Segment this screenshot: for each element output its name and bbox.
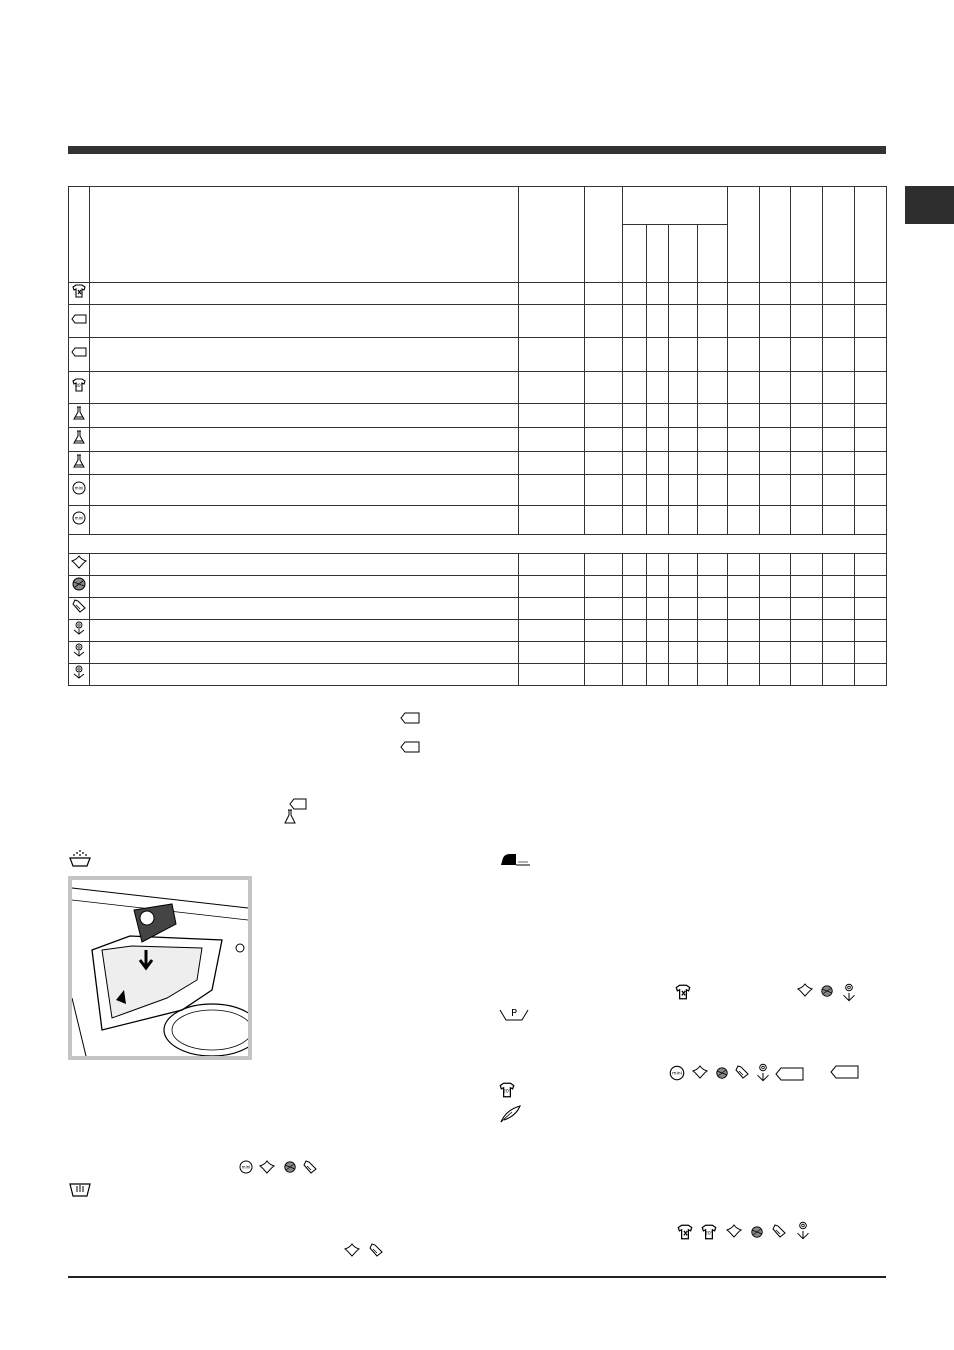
yarn-ball-icon: [715, 1066, 729, 1080]
table-row: [69, 452, 887, 475]
shirt-star-icon: [71, 283, 87, 299]
svg-text:20°: 20°: [705, 1231, 713, 1237]
table-row: [69, 664, 887, 686]
table-row: [69, 305, 887, 338]
table-row: [69, 338, 887, 372]
flask-tag-icon: [282, 797, 308, 825]
shirt-icon: [71, 377, 87, 393]
flask-icon: [71, 405, 87, 421]
spiral-icon: [71, 620, 87, 636]
header-rule: [68, 146, 886, 154]
svg-text:mini: mini: [241, 1164, 251, 1170]
shirt-star-icon: [674, 983, 692, 1001]
feather-icon: [498, 1104, 522, 1124]
bleach-basin-icon: [68, 848, 92, 868]
mini-icon: [71, 510, 87, 526]
shirt-icon: [498, 1081, 516, 1099]
spiral-icon: [71, 664, 87, 680]
wool-icon: [691, 1064, 709, 1080]
table-row: [69, 576, 887, 598]
footer-rule: [68, 1276, 886, 1278]
table-row: [69, 598, 887, 620]
tag-icon: [400, 711, 420, 725]
svg-text:mini: mini: [74, 485, 84, 490]
svg-text:P: P: [510, 1008, 518, 1019]
wool-icon: [725, 1223, 743, 1239]
flask-icon: [71, 429, 87, 445]
silk-icon: [368, 1242, 384, 1258]
table-row: [69, 283, 887, 305]
table-row: [69, 428, 887, 452]
spiral-icon: [794, 1220, 812, 1242]
table-row: [69, 554, 887, 576]
flask-icon: [71, 453, 87, 469]
iron-icon: [498, 852, 532, 868]
yarn-ball-icon: [750, 1225, 764, 1239]
svg-text:20°: 20°: [75, 383, 83, 388]
tag-icon: [400, 740, 420, 754]
spiral-icon: [71, 642, 87, 658]
shirt-icon: [700, 1223, 718, 1241]
silk-icon: [734, 1064, 750, 1080]
wool-icon: [796, 982, 814, 998]
spiral-icon: [754, 1062, 772, 1084]
table-row: [69, 506, 887, 535]
wool-icon: [343, 1242, 361, 1258]
wool-icon: [258, 1159, 276, 1175]
svg-text:20°: 20°: [503, 1089, 511, 1095]
yarn-ball-icon: [820, 984, 834, 998]
spiral-icon: [840, 982, 858, 1004]
svg-text:mini: mini: [672, 1071, 682, 1077]
yarn-ball-icon: [71, 576, 87, 592]
language-tab: [905, 186, 954, 224]
handwash-icon: [68, 1180, 92, 1198]
programme-table: [68, 186, 887, 686]
yarn-ball-icon: [283, 1160, 297, 1174]
mini-icon: [238, 1159, 254, 1175]
svg-text:mini: mini: [74, 515, 84, 520]
wool-icon: [71, 554, 87, 570]
detergent-dispenser-illustration: [68, 876, 252, 1060]
tag-icon: [830, 1064, 860, 1080]
mini-icon: [71, 480, 87, 496]
silk-icon: [771, 1223, 787, 1239]
tag-icon: [71, 344, 87, 360]
table-row: [69, 372, 887, 404]
tag-icon: [71, 311, 87, 327]
table-row: [69, 642, 887, 664]
table-row: [69, 620, 887, 642]
table-row: [69, 535, 887, 554]
dryclean-p-icon: [498, 1004, 530, 1022]
shirt-star-icon: [676, 1223, 694, 1241]
silk-icon: [71, 598, 87, 614]
mini-icon: [668, 1064, 686, 1082]
tag-icon: [775, 1066, 805, 1082]
silk-icon: [302, 1159, 318, 1175]
table-row: [69, 404, 887, 428]
table-row: [69, 475, 887, 506]
